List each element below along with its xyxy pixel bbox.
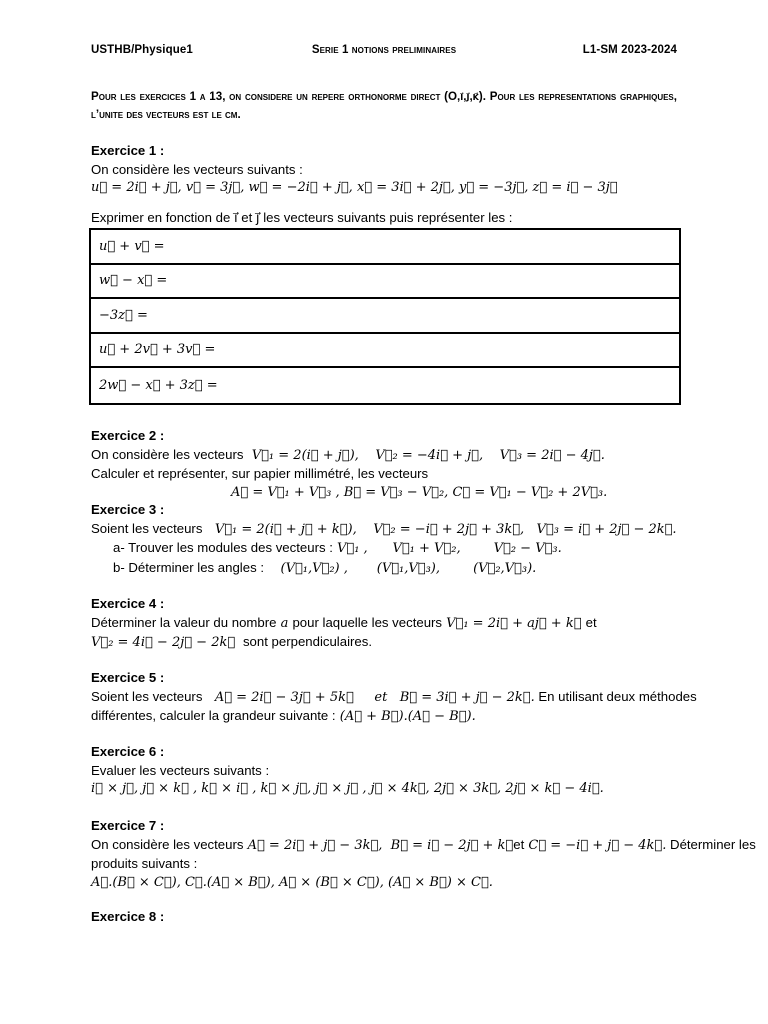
- exercise-1: [91, 142, 681, 198]
- exercise-2-expressions: A⃗ = V⃗₁ + V⃗₃ , B⃗ = V⃗₃ − V⃗₂, C⃗ = V⃗₁ − V⃗₂ + 2V⃗₃.: [231, 484, 608, 500]
- exercise-7-text: On considère les vecteurs: [91, 836, 244, 852]
- table-row-expression: u⃗ + v⃗ =: [99, 238, 165, 254]
- exercise-4-vector-v1: V⃗₁ = 2i⃗ + aj⃗ + k⃗: [442, 615, 586, 631]
- exercise-7-products: A⃗.(B⃗ × C⃗), C⃗.(A⃗ × B⃗), A⃗ × (B⃗ × C⃗), (A⃗ × B⃗) × C⃗.: [91, 874, 493, 890]
- exercise-4-text: Déterminer la valeur du nombre: [91, 614, 277, 630]
- exercise-2-vectors: V⃗₁ = 2(i⃗ + j⃗), V⃗₂ = −4i⃗ + j⃗, V⃗₃ = 2i⃗ − 4j⃗.: [243, 447, 605, 463]
- exercise-7-and: et: [513, 836, 525, 852]
- exercise-1-intro: On considère les vecteurs suivants :: [91, 161, 303, 177]
- page-header: [91, 44, 677, 60]
- table-row-expression: −3z⃗ =: [99, 307, 148, 323]
- table-row: [91, 230, 679, 265]
- exercise-2-text: On considère les vecteurs: [91, 446, 244, 462]
- exercise-2-instruction: Calculer et représenter, sur papier millimétré, les vecteurs: [91, 466, 429, 481]
- exercise-1-title: Exercice 1 :: [91, 143, 165, 158]
- table-row-expression: u⃗ + 2v⃗ + 3v⃗ =: [99, 342, 216, 358]
- table-row-expression: 2w⃗ − x⃗ + 3z⃗ =: [99, 377, 218, 393]
- exercise-4: [91, 595, 681, 653]
- exercise-3: [91, 501, 681, 578]
- exercise-7-text2: Déterminer les: [666, 836, 756, 852]
- exercise-2-title: Exercice 2 :: [91, 428, 165, 443]
- exercise-5-title: Exercice 5 :: [91, 670, 165, 685]
- table-row-expression: w⃗ − x⃗ =: [99, 273, 168, 289]
- header-right: L1-SM 2023-2024: [582, 44, 677, 56]
- exercise-5-expression: (A⃗ + B⃗).(A⃗ − B⃗).: [335, 709, 476, 724]
- exercise-5-text2: En utilisant deux méthodes: [534, 688, 697, 704]
- exercise-8: [91, 908, 681, 927]
- exercise-6-text: Evaluer les vecteurs suivants :: [91, 762, 270, 778]
- exercise-4-title: Exercice 4 :: [91, 596, 165, 611]
- exercise-3b-math: (V⃗₁,V⃗₂) , (V⃗₁,V⃗₃), (V⃗₂,V⃗₃).: [264, 560, 537, 576]
- exercise-4-variable: a: [276, 615, 293, 631]
- exercise-7-title: Exercice 7 :: [91, 818, 165, 833]
- exercise-4-and: et: [585, 614, 597, 630]
- intro-paragraph: Pour les exercices 1 a 13, on considere un repere orthonorme direct (O,i⃗,j⃗,k⃗). Pour les representations graphiques, l’unite des vecteurs est le cm.: [91, 90, 677, 121]
- exercise-1-instruction: Exprimer en fonction de i⃗ et j⃗ les vecteurs suivants puis représenter les :: [91, 210, 513, 225]
- exercise-2: [91, 427, 681, 502]
- exercise-5-text3: différentes, calculer la grandeur suivante :: [91, 708, 336, 723]
- exercise-3b-text: b- Déterminer les angles :: [113, 559, 264, 575]
- table-row: [91, 334, 679, 369]
- exercise-3-title: Exercice 3 :: [91, 502, 165, 517]
- exercise-8-title: Exercice 8 :: [91, 909, 165, 924]
- exercise-3-text: Soient les vecteurs: [91, 520, 203, 536]
- header-center: Serie 1 notions preliminaires: [311, 44, 457, 56]
- exercise-3a-text: a- Trouver les modules des vecteurs :: [113, 540, 333, 555]
- exercise-5: [91, 669, 697, 727]
- exercise-5-text: Soient les vecteurs: [91, 688, 203, 704]
- exercise-6-products: i⃗ × j⃗, j⃗ × k⃗ , k⃗ × i⃗ , k⃗ × j⃗, j⃗ × j⃗ , j⃗ × 4k⃗, 2j⃗ × 3k⃗, 2j⃗ × k⃗ − 4i⃗.: [91, 781, 604, 796]
- exercise-4-vector-v2: V⃗₂ = 4i⃗ − 2j⃗ − 2k⃗: [91, 635, 240, 650]
- exercise-7: [91, 817, 756, 892]
- exercise-3-vectors: V⃗₁ = 2(i⃗ + j⃗ + k⃗), V⃗₂ = −i⃗ + 2j⃗ + 3k⃗, V⃗₃ = i⃗ + 2j⃗ − 2k⃗.: [202, 521, 677, 537]
- exercise-3a-math: V⃗₁ , V⃗₁ + V⃗₂, V⃗₂ − V⃗₃.: [332, 541, 562, 556]
- exercise-7-text3: produits suivants :: [91, 856, 198, 871]
- exercise-1-vectors: u⃗ = 2i⃗ + j⃗, v⃗ = 3j⃗, w⃗ = −2i⃗ + j⃗, x⃗ = 3i⃗ + 2j⃗, y⃗ = −3j⃗, z⃗ = i⃗ − 3j⃗: [91, 180, 618, 195]
- table-row: [91, 299, 679, 334]
- table-row: [91, 265, 679, 300]
- table-row: [91, 368, 679, 403]
- exercise-6-title: Exercice 6 :: [91, 744, 165, 759]
- exercise-4-text2: pour laquelle les vecteurs: [292, 614, 443, 630]
- exercise-6: [91, 743, 681, 799]
- exercise-5-vectors: A⃗ = 2i⃗ − 3j⃗ + 5k⃗ et B⃗ = 3i⃗ + j⃗ − 2k⃗.: [202, 689, 535, 705]
- exercise-7-vector-c: C⃗ = −i⃗ + j⃗ − 4k⃗.: [524, 837, 667, 853]
- exercise-1-table: [89, 228, 681, 405]
- header-left: USTHB/Physique1: [91, 44, 193, 56]
- exercise-7-vectors-ab: A⃗ = 2i⃗ + j⃗ − 3k⃗, B⃗ = i⃗ − 2j⃗ + k⃗: [243, 837, 514, 853]
- exercise-4-text3: sont perpendiculaires.: [239, 634, 372, 649]
